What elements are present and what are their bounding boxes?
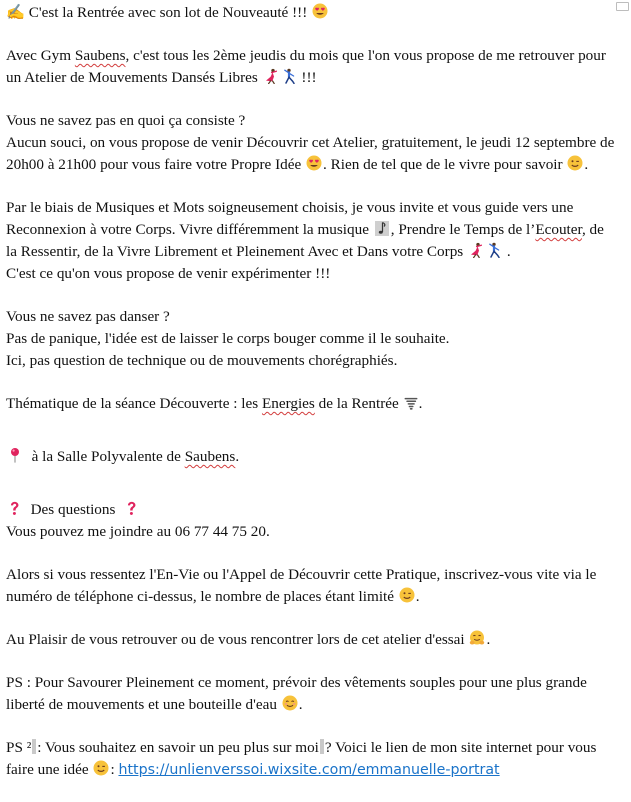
intro-text-b: , c'est tous les 2ème jeudis du mois que l'on vous propose de me retrouver pour un Atelier de Mouvements Dansés Libres bbox=[6, 47, 606, 86]
discover-text-a: Aucun souci, on vous propose de venir Découvrir cet Atelier, gratuitement, le jeudi 12 septembre de 20h00 à 21h00 pour vous faire votre Propre Idée bbox=[6, 134, 615, 173]
heart-eyes-face-icon bbox=[306, 155, 322, 171]
paragraph-register bbox=[6, 564, 618, 608]
title-text: C'est la Rentrée avec son lot de Nouveauté !!! bbox=[28, 4, 308, 21]
red-question-mark-icon bbox=[124, 500, 139, 516]
writing-hand-icon: ✍ bbox=[6, 4, 25, 21]
question-what: Vous ne savez pas en quoi ça consiste ? bbox=[6, 112, 246, 129]
ps2-text-d: : bbox=[110, 761, 119, 778]
winking-face-icon bbox=[399, 587, 415, 603]
pleasure-text: Au Plaisir de vous retrouver ou de vous rencontrer lors de cet atelier d'essai bbox=[6, 631, 465, 648]
ps2-text-b: : Vous souhaitez en savoir un peu plus sur moi bbox=[37, 739, 319, 756]
theme-energies-word: Energies bbox=[261, 395, 315, 412]
theme-text-a: Thématique de la séance Découverte : les bbox=[6, 395, 262, 412]
music-text-c: , de la Ressentir, de la Vivre Librement et Pleinement Avec et Dans votre Corps bbox=[6, 221, 604, 260]
paragraph-music bbox=[6, 197, 618, 263]
question-dance: Vous ne savez pas danser ? bbox=[6, 308, 170, 325]
intro-text-end: !!! bbox=[301, 69, 317, 86]
paragraph-intro bbox=[6, 45, 618, 89]
intro-saubens-word: Saubens bbox=[74, 47, 126, 64]
hugging-face-icon bbox=[469, 630, 485, 646]
place-line bbox=[6, 446, 618, 468]
ps-clothes-text-end: . bbox=[298, 696, 303, 713]
place-text-a: à la Salle Polyvalente de bbox=[31, 448, 185, 465]
register-text: Alors si vous ressentez l'En-Vie ou l'Appel de Découvrir cette Pratique, inscrivez-vous vite via le numéro de téléphone ci-dessus, le nombre de places étant limité bbox=[6, 566, 597, 605]
discover-text-c: . bbox=[584, 156, 589, 173]
tornado-icon bbox=[404, 396, 418, 410]
theme-text-end: . bbox=[418, 395, 423, 412]
intro-text-a: Avec Gym bbox=[6, 47, 75, 64]
register-text-end: . bbox=[415, 588, 420, 605]
dancer-woman-icon bbox=[468, 242, 484, 258]
winking-face-icon bbox=[93, 760, 109, 776]
theme-text-b: de la Rentrée bbox=[314, 395, 399, 412]
ps-clothes bbox=[6, 672, 618, 716]
music-text-a: Par le biais de Musiques et Mots soigneusement choisis, je vous invite et vous guide vers une Reconnexion à votre Corps. Vivre différemment la musique bbox=[6, 199, 574, 238]
dancer-woman-icon bbox=[263, 68, 279, 84]
man-dancing-icon bbox=[486, 242, 502, 258]
website-link[interactable]: https://unlienverssoi.wixsite.com/emmanuelle-portrat bbox=[118, 762, 500, 778]
no-panic-line: Pas de panique, l'idée est de laisser le corps bouger comme il le souhaite. bbox=[6, 330, 450, 347]
no-technique-line: Ici, pas question de technique ou de mouvements chorégraphiés. bbox=[6, 352, 398, 369]
music-ecouter-word: Ecouter bbox=[535, 221, 582, 238]
winking-face-icon bbox=[567, 155, 583, 171]
pleasure-line bbox=[6, 629, 618, 651]
paragraph-discover bbox=[6, 132, 618, 176]
missing-glyph-icon bbox=[320, 739, 324, 754]
ps-website bbox=[6, 737, 618, 781]
phone-line: Vous pouvez me joindre au 06 77 44 75 20. bbox=[6, 523, 270, 540]
smiling-face-icon bbox=[282, 695, 298, 711]
ps2-text-c: ? Voici le lien de mon site internet pour vous faire une idée bbox=[6, 739, 597, 778]
red-question-mark-icon bbox=[7, 500, 22, 516]
ps-clothes-text: PS : Pour Savourer Pleinement ce moment, prévoir des vêtements souples pour une plus grande liberté de mouvements et une bouteille d'eau bbox=[6, 674, 587, 713]
musical-score-icon bbox=[375, 221, 389, 236]
music-text-d: . bbox=[506, 243, 511, 260]
discover-text-b: . Rien de tel que de le vivre pour savoir bbox=[323, 156, 563, 173]
heart-eyes-face-icon bbox=[312, 3, 328, 19]
title-line bbox=[6, 2, 618, 24]
questions-line bbox=[6, 499, 618, 521]
experiment-line: C'est ce qu'on vous propose de venir expérimenter !!! bbox=[6, 265, 331, 282]
ps2-label: PS ² bbox=[6, 739, 32, 756]
round-pushpin-icon bbox=[7, 447, 23, 463]
questions-text: Des questions bbox=[30, 501, 116, 518]
message-body bbox=[6, 2, 618, 781]
pleasure-text-end: . bbox=[486, 631, 491, 648]
missing-glyph-icon bbox=[32, 739, 36, 754]
music-text-b: , Prendre le Temps de l’ bbox=[390, 221, 536, 238]
place-saubens-word: Saubens bbox=[184, 448, 236, 465]
theme-line bbox=[6, 393, 618, 415]
man-dancing-icon bbox=[281, 68, 297, 84]
place-text-end: . bbox=[235, 448, 240, 465]
